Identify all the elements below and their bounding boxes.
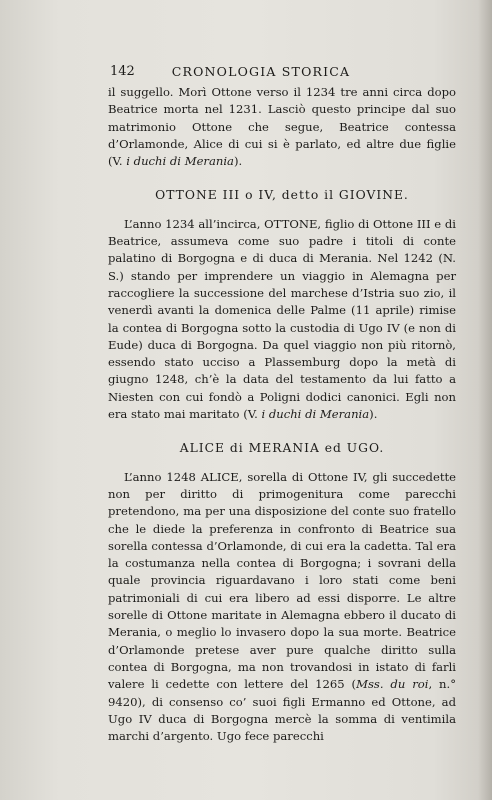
alice-text-continued: , n.° 9420), di consenso co’ suoi figli Ermanno ed Ottone, ad Ugo IV duca di Borgogna mercè la somma di ventimila marchi d’argento. Ugo fece parecchi — [108, 677, 456, 744]
alice-reference: Mss. du roi — [356, 677, 429, 692]
intro-reference: i duchi di Merania — [126, 154, 234, 169]
ottone-reference: i duchi di Merania — [261, 407, 370, 422]
intro-end: ). — [233, 154, 243, 169]
section-paragraph-alice — [108, 469, 456, 746]
intro-text: il suggello. Morì Ottone verso il 1234 tre anni circa dopo Beatrice morta nel 1231. Lasciò questo principe dal suo matrimonio Ottone che segue, Beatrice contessa d’Orlamonde, Alice di cui si è parlato, ed altre due figlie (V. — [108, 85, 456, 169]
alice-text: L’anno 1248 ALICE, sorella di Ottone IV, gli succedette non per diritto di primogenitura come parecchi pretendono, ma per una disposizione del conte suo fratello che le diede la preferenza in confronto di Beatrice sua sorella contessa d’Orlamonde, di cui era la cadetta. Tal era la costumanza nella contea di Borgogna; i sovrani della quale provincia riguardavano i loro stati come beni patrimoniali di cui era libero ad essi disporre. Le altre sorelle di Ottone maritate in Alemagna ebbero il ducato di Merania, o meglio lo invasero dopo la sua morte. Beatrice d’Orlamonde pretese aver pure qualche diritto sulla contea di Borgogna, ma non trovandosi in istato di farli valere li cedette con lettere del 1265 ( — [108, 469, 456, 692]
intro-paragraph — [108, 84, 456, 170]
page-number: 142 — [110, 64, 135, 79]
page-header — [0, 64, 492, 84]
section-heading-ottone: OTTONE III o IV, detto il GIOVINE. — [155, 188, 409, 203]
ottone-end: ). — [369, 407, 378, 422]
section-paragraph-ottone — [108, 216, 456, 424]
page-body — [108, 84, 456, 745]
section-heading-alice: ALICE di MERANIA ed UGO. — [179, 441, 385, 456]
ottone-text: L’anno 1234 all’incirca, OTTONE, figlio di Ottone III e di Beatrice, assumeva come suo padre i titoli di conte palatino di Borgogna e di duca di Merania. Nel 1242 (N. S.) stando per imprendere un viaggio in Alemagna per raccogliere la successione del marchese d’Istria suo zio, il venerdì avanti la domenica delle Palme (11 aprile) rimise la contea di Borgogna sotto la custodia di Ugo IV (e non di Eude) duca di Borgogna. Da quel viaggio non più ritornò, essendo stato ucciso a Plassemburg dopo la metà di giugno 1248, ch’è la data del testamento da lui fatto a Niesten con cui fondò a Poligni dodici canonici. Egli non era stato mai maritato (V. — [108, 216, 456, 422]
running-title: CRONOLOGIA STORICA — [171, 64, 351, 79]
